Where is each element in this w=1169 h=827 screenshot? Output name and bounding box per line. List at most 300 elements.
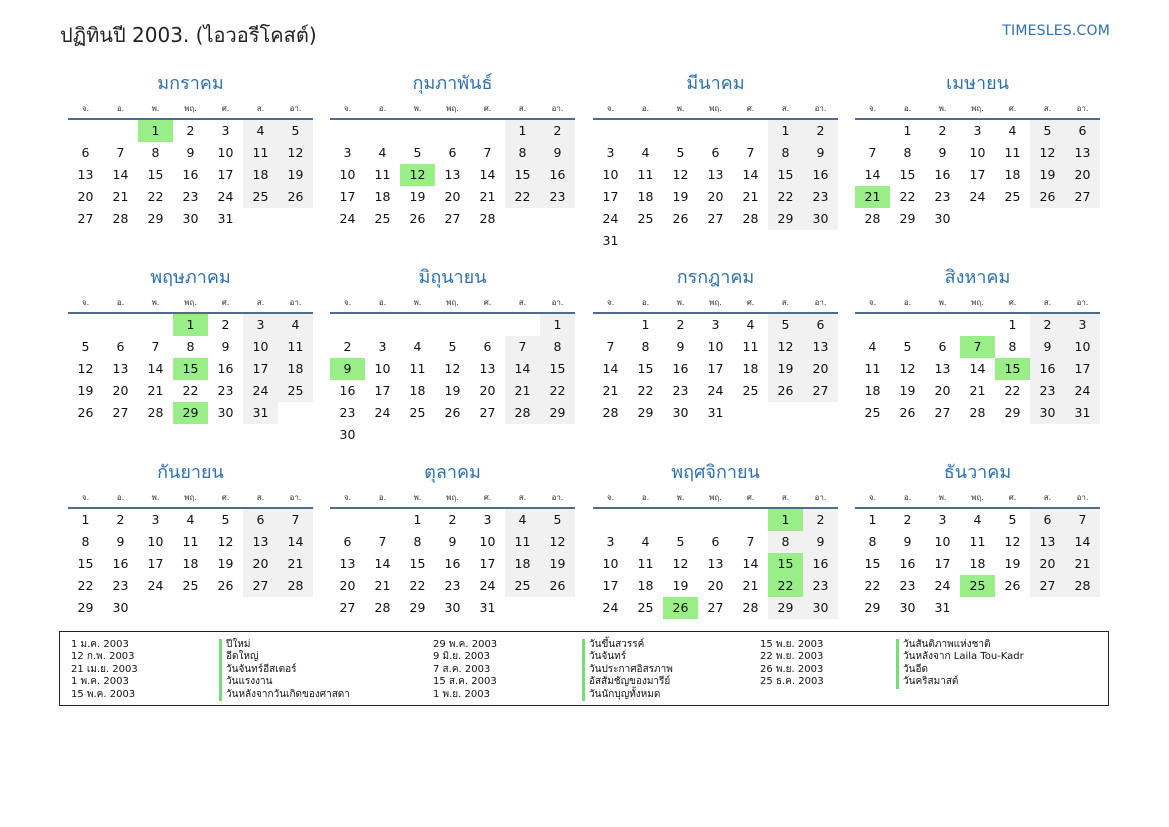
day-cell[interactable]: 26 xyxy=(77,405,94,420)
day-cell[interactable]: 16 xyxy=(540,164,575,186)
day-cell[interactable]: 9 xyxy=(938,145,947,160)
day-cell[interactable]: 27 xyxy=(479,405,496,420)
day-cell[interactable]: 26 xyxy=(444,405,461,420)
day-cell[interactable]: 19 xyxy=(768,358,803,380)
day-cell[interactable]: 12 xyxy=(672,556,689,571)
day-cell[interactable]: 17 xyxy=(243,358,278,380)
day-cell[interactable]: 12 xyxy=(444,361,461,376)
day-cell[interactable]: 13 xyxy=(934,361,951,376)
day-cell[interactable]: 9 xyxy=(186,145,195,160)
day-cell[interactable]: 13 xyxy=(77,167,94,182)
day-cell[interactable]: 24 xyxy=(479,578,496,593)
day-cell[interactable]: 24 xyxy=(602,211,619,226)
day-cell[interactable]: 22 xyxy=(77,578,94,593)
day-cell[interactable]: 10 xyxy=(374,361,391,376)
day-cell[interactable]: 7 xyxy=(151,339,160,354)
day-cell[interactable]: 15 xyxy=(864,556,881,571)
day-cell[interactable]: 11 xyxy=(374,167,391,182)
day-cell[interactable]: 30 xyxy=(803,597,838,619)
day-cell[interactable]: 11 xyxy=(1004,145,1021,160)
day-cell[interactable]: 6 xyxy=(448,145,457,160)
day-cell[interactable]: 27 xyxy=(803,380,838,402)
day-cell[interactable]: 14 xyxy=(1065,531,1100,553)
day-cell[interactable]: 14 xyxy=(505,358,540,380)
day-cell[interactable]: 3 xyxy=(221,123,230,138)
day-cell[interactable]: 29 xyxy=(1004,405,1021,420)
day-cell[interactable]: 6 xyxy=(803,314,838,336)
day-cell[interactable]: 11 xyxy=(243,142,278,164)
day-cell[interactable]: 8 xyxy=(868,534,877,549)
day-cell[interactable]: 13 xyxy=(479,361,496,376)
day-cell[interactable]: 18 xyxy=(864,383,881,398)
day-cell[interactable]: 8 xyxy=(505,142,540,164)
day-cell[interactable]: 31 xyxy=(243,402,278,424)
day-cell[interactable]: 17 xyxy=(602,189,619,204)
day-cell[interactable]: 19 xyxy=(409,189,426,204)
day-cell[interactable]: 7 xyxy=(483,145,492,160)
day-cell[interactable]: 17 xyxy=(969,167,986,182)
day-cell[interactable]: 21 xyxy=(742,578,759,593)
day-cell[interactable]: 26 xyxy=(1030,186,1065,208)
day-cell[interactable]: 10 xyxy=(602,556,619,571)
day-cell[interactable]: 4 xyxy=(641,534,650,549)
day-cell[interactable]: 30 xyxy=(182,211,199,226)
day-cell[interactable]: 20 xyxy=(707,578,724,593)
day-cell[interactable]: 4 xyxy=(243,120,278,142)
day-cell[interactable]: 30 xyxy=(112,600,129,615)
day-cell[interactable]: 19 xyxy=(672,578,689,593)
day-cell[interactable]: 9 xyxy=(803,142,838,164)
day-cell[interactable]: 8 xyxy=(540,336,575,358)
day-cell[interactable]: 20 xyxy=(707,189,724,204)
day-cell[interactable]: 23 xyxy=(803,575,838,597)
day-cell[interactable]: 7 xyxy=(1065,509,1100,531)
day-cell[interactable]: 6 xyxy=(711,534,720,549)
day-cell[interactable]: 26 xyxy=(899,405,916,420)
day-cell[interactable]: 24 xyxy=(147,578,164,593)
day-cell[interactable]: 15 xyxy=(540,358,575,380)
day-cell[interactable]: 8 xyxy=(1008,339,1017,354)
day-cell[interactable]: 15 xyxy=(147,167,164,182)
day-cell[interactable]: 26 xyxy=(663,597,698,619)
day-cell[interactable]: 9 xyxy=(116,534,125,549)
day-cell[interactable]: 1 xyxy=(173,314,208,336)
day-cell[interactable]: 9 xyxy=(448,534,457,549)
day-cell[interactable]: 16 xyxy=(672,361,689,376)
day-cell[interactable]: 4 xyxy=(641,145,650,160)
day-cell[interactable]: 14 xyxy=(112,167,129,182)
day-cell[interactable]: 18 xyxy=(409,383,426,398)
day-cell[interactable]: 27 xyxy=(112,405,129,420)
day-cell[interactable]: 7 xyxy=(868,145,877,160)
day-cell[interactable]: 11 xyxy=(742,339,759,354)
day-cell[interactable]: 21 xyxy=(742,189,759,204)
day-cell[interactable]: 29 xyxy=(147,211,164,226)
day-cell[interactable]: 29 xyxy=(768,208,803,230)
day-cell[interactable]: 26 xyxy=(672,211,689,226)
day-cell[interactable]: 24 xyxy=(1065,380,1100,402)
day-cell[interactable]: 10 xyxy=(602,167,619,182)
day-cell[interactable]: 14 xyxy=(742,167,759,182)
day-cell[interactable]: 19 xyxy=(1004,556,1021,571)
day-cell[interactable]: 29 xyxy=(173,402,208,424)
day-cell[interactable]: 28 xyxy=(112,211,129,226)
day-cell[interactable]: 10 xyxy=(934,534,951,549)
day-cell[interactable]: 26 xyxy=(1004,578,1021,593)
day-cell[interactable]: 25 xyxy=(637,600,654,615)
day-cell[interactable]: 13 xyxy=(243,531,278,553)
day-cell[interactable]: 1 xyxy=(138,120,173,142)
day-cell[interactable]: 13 xyxy=(707,556,724,571)
day-cell[interactable]: 21 xyxy=(969,383,986,398)
brand-link[interactable]: TIMESLES.COM xyxy=(1002,23,1110,39)
day-cell[interactable]: 30 xyxy=(672,405,689,420)
day-cell[interactable]: 18 xyxy=(637,578,654,593)
day-cell[interactable]: 26 xyxy=(409,211,426,226)
day-cell[interactable]: 12 xyxy=(77,361,94,376)
day-cell[interactable]: 16 xyxy=(444,556,461,571)
day-cell[interactable]: 25 xyxy=(742,383,759,398)
day-cell[interactable]: 30 xyxy=(899,600,916,615)
day-cell[interactable]: 25 xyxy=(243,186,278,208)
day-cell[interactable]: 27 xyxy=(1030,575,1065,597)
day-cell[interactable]: 20 xyxy=(112,383,129,398)
day-cell[interactable]: 11 xyxy=(278,336,313,358)
day-cell[interactable]: 1 xyxy=(868,512,877,527)
day-cell[interactable]: 10 xyxy=(707,339,724,354)
day-cell[interactable]: 14 xyxy=(969,361,986,376)
day-cell[interactable]: 9 xyxy=(803,531,838,553)
day-cell[interactable]: 2 xyxy=(448,512,457,527)
day-cell[interactable]: 15 xyxy=(768,553,803,575)
day-cell[interactable]: 16 xyxy=(217,361,234,376)
day-cell[interactable]: 12 xyxy=(1030,142,1065,164)
day-cell[interactable]: 28 xyxy=(742,211,759,226)
day-cell[interactable]: 6 xyxy=(938,339,947,354)
day-cell[interactable]: 21 xyxy=(147,383,164,398)
day-cell[interactable]: 4 xyxy=(413,339,422,354)
day-cell[interactable]: 29 xyxy=(637,405,654,420)
day-cell[interactable]: 7 xyxy=(746,145,755,160)
day-cell[interactable]: 7 xyxy=(746,534,755,549)
day-cell[interactable]: 5 xyxy=(540,509,575,531)
day-cell[interactable]: 12 xyxy=(672,167,689,182)
day-cell[interactable]: 17 xyxy=(602,578,619,593)
day-cell[interactable]: 9 xyxy=(221,339,230,354)
day-cell[interactable]: 19 xyxy=(217,556,234,571)
day-cell[interactable]: 31 xyxy=(934,600,951,615)
day-cell[interactable]: 2 xyxy=(343,339,352,354)
day-cell[interactable]: 3 xyxy=(606,145,615,160)
day-cell[interactable]: 29 xyxy=(899,211,916,226)
day-cell[interactable]: 22 xyxy=(899,189,916,204)
day-cell[interactable]: 8 xyxy=(903,145,912,160)
day-cell[interactable]: 17 xyxy=(339,189,356,204)
day-cell[interactable]: 5 xyxy=(278,120,313,142)
day-cell[interactable]: 25 xyxy=(505,575,540,597)
day-cell[interactable]: 30 xyxy=(339,427,356,442)
day-cell[interactable]: 1 xyxy=(768,120,803,142)
day-cell[interactable]: 1 xyxy=(1008,317,1017,332)
day-cell[interactable]: 28 xyxy=(505,402,540,424)
day-cell[interactable]: 16 xyxy=(1030,358,1065,380)
day-cell[interactable]: 15 xyxy=(173,358,208,380)
day-cell[interactable]: 14 xyxy=(374,556,391,571)
day-cell[interactable]: 8 xyxy=(81,534,90,549)
day-cell[interactable]: 15 xyxy=(77,556,94,571)
day-cell[interactable]: 12 xyxy=(899,361,916,376)
day-cell[interactable]: 21 xyxy=(602,383,619,398)
day-cell[interactable]: 5 xyxy=(1030,120,1065,142)
day-cell[interactable]: 6 xyxy=(81,145,90,160)
day-cell[interactable]: 30 xyxy=(217,405,234,420)
day-cell[interactable]: 21 xyxy=(479,189,496,204)
day-cell[interactable]: 4 xyxy=(746,317,755,332)
day-cell[interactable]: 5 xyxy=(413,145,422,160)
day-cell[interactable]: 3 xyxy=(378,339,387,354)
day-cell[interactable]: 14 xyxy=(602,361,619,376)
day-cell[interactable]: 12 xyxy=(540,531,575,553)
day-cell[interactable]: 23 xyxy=(339,405,356,420)
day-cell[interactable]: 25 xyxy=(182,578,199,593)
day-cell[interactable]: 23 xyxy=(803,186,838,208)
day-cell[interactable]: 11 xyxy=(969,534,986,549)
day-cell[interactable]: 13 xyxy=(707,167,724,182)
day-cell[interactable]: 5 xyxy=(221,512,230,527)
day-cell[interactable]: 28 xyxy=(742,600,759,615)
day-cell[interactable]: 18 xyxy=(182,556,199,571)
day-cell[interactable]: 18 xyxy=(742,361,759,376)
day-cell[interactable]: 24 xyxy=(217,189,234,204)
day-cell[interactable]: 6 xyxy=(1030,509,1065,531)
day-cell[interactable]: 15 xyxy=(505,164,540,186)
day-cell[interactable]: 18 xyxy=(243,164,278,186)
day-cell[interactable]: 17 xyxy=(479,556,496,571)
day-cell[interactable]: 28 xyxy=(1065,575,1100,597)
day-cell[interactable]: 16 xyxy=(112,556,129,571)
day-cell[interactable]: 15 xyxy=(637,361,654,376)
day-cell[interactable]: 11 xyxy=(637,167,654,182)
day-cell[interactable]: 5 xyxy=(903,339,912,354)
day-cell[interactable]: 31 xyxy=(602,233,619,248)
day-cell[interactable]: 1 xyxy=(641,317,650,332)
day-cell[interactable]: 27 xyxy=(934,405,951,420)
day-cell[interactable]: 3 xyxy=(938,512,947,527)
day-cell[interactable]: 19 xyxy=(77,383,94,398)
day-cell[interactable]: 2 xyxy=(540,120,575,142)
day-cell[interactable]: 3 xyxy=(973,123,982,138)
day-cell[interactable]: 20 xyxy=(77,189,94,204)
day-cell[interactable]: 2 xyxy=(1030,314,1065,336)
day-cell[interactable]: 4 xyxy=(1008,123,1017,138)
day-cell[interactable]: 28 xyxy=(969,405,986,420)
day-cell[interactable]: 4 xyxy=(186,512,195,527)
day-cell[interactable]: 19 xyxy=(278,164,313,186)
day-cell[interactable]: 27 xyxy=(243,575,278,597)
day-cell[interactable]: 16 xyxy=(182,167,199,182)
day-cell[interactable]: 21 xyxy=(855,186,890,208)
day-cell[interactable]: 1 xyxy=(540,314,575,336)
day-cell[interactable]: 6 xyxy=(483,339,492,354)
day-cell[interactable]: 3 xyxy=(711,317,720,332)
day-cell[interactable]: 22 xyxy=(540,380,575,402)
day-cell[interactable]: 2 xyxy=(186,123,195,138)
day-cell[interactable]: 28 xyxy=(479,211,496,226)
day-cell[interactable]: 18 xyxy=(278,358,313,380)
day-cell[interactable]: 19 xyxy=(540,553,575,575)
day-cell[interactable]: 16 xyxy=(339,383,356,398)
day-cell[interactable]: 15 xyxy=(409,556,426,571)
day-cell[interactable]: 14 xyxy=(278,531,313,553)
day-cell[interactable]: 2 xyxy=(116,512,125,527)
day-cell[interactable]: 3 xyxy=(243,314,278,336)
day-cell[interactable]: 14 xyxy=(479,167,496,182)
day-cell[interactable]: 2 xyxy=(221,317,230,332)
day-cell[interactable]: 1 xyxy=(768,509,803,531)
day-cell[interactable]: 8 xyxy=(768,142,803,164)
day-cell[interactable]: 22 xyxy=(864,578,881,593)
day-cell[interactable]: 6 xyxy=(243,509,278,531)
day-cell[interactable]: 4 xyxy=(505,509,540,531)
day-cell[interactable]: 27 xyxy=(77,211,94,226)
day-cell[interactable]: 20 xyxy=(934,383,951,398)
day-cell[interactable]: 22 xyxy=(1004,383,1021,398)
day-cell[interactable]: 27 xyxy=(707,600,724,615)
day-cell[interactable]: 8 xyxy=(641,339,650,354)
day-cell[interactable]: 20 xyxy=(1065,164,1100,186)
day-cell[interactable]: 10 xyxy=(479,534,496,549)
day-cell[interactable]: 31 xyxy=(707,405,724,420)
day-cell[interactable]: 29 xyxy=(77,600,94,615)
day-cell[interactable]: 29 xyxy=(864,600,881,615)
day-cell[interactable]: 19 xyxy=(1030,164,1065,186)
day-cell[interactable]: 18 xyxy=(374,189,391,204)
day-cell[interactable]: 10 xyxy=(339,167,356,182)
day-cell[interactable]: 13 xyxy=(112,361,129,376)
day-cell[interactable]: 5 xyxy=(1008,512,1017,527)
day-cell[interactable]: 9 xyxy=(1030,336,1065,358)
day-cell[interactable]: 12 xyxy=(278,142,313,164)
day-cell[interactable]: 17 xyxy=(1065,358,1100,380)
day-cell[interactable]: 13 xyxy=(1065,142,1100,164)
day-cell[interactable]: 14 xyxy=(864,167,881,182)
day-cell[interactable]: 20 xyxy=(479,383,496,398)
day-cell[interactable]: 22 xyxy=(409,578,426,593)
day-cell[interactable]: 24 xyxy=(339,211,356,226)
day-cell[interactable]: 26 xyxy=(540,575,575,597)
day-cell[interactable]: 9 xyxy=(540,142,575,164)
day-cell[interactable]: 6 xyxy=(343,534,352,549)
day-cell[interactable]: 25 xyxy=(637,211,654,226)
day-cell[interactable]: 10 xyxy=(243,336,278,358)
day-cell[interactable]: 31 xyxy=(217,211,234,226)
day-cell[interactable]: 9 xyxy=(676,339,685,354)
day-cell[interactable]: 21 xyxy=(505,380,540,402)
day-cell[interactable]: 3 xyxy=(483,512,492,527)
day-cell[interactable]: 25 xyxy=(409,405,426,420)
day-cell[interactable]: 23 xyxy=(540,186,575,208)
day-cell[interactable]: 2 xyxy=(676,317,685,332)
day-cell[interactable]: 20 xyxy=(339,578,356,593)
day-cell[interactable]: 12 xyxy=(217,534,234,549)
day-cell[interactable]: 19 xyxy=(672,189,689,204)
day-cell[interactable]: 11 xyxy=(864,361,881,376)
day-cell[interactable]: 9 xyxy=(330,358,365,380)
day-cell[interactable]: 1 xyxy=(903,123,912,138)
day-cell[interactable]: 10 xyxy=(217,145,234,160)
day-cell[interactable]: 23 xyxy=(217,383,234,398)
day-cell[interactable]: 27 xyxy=(444,211,461,226)
day-cell[interactable]: 24 xyxy=(969,189,986,204)
day-cell[interactable]: 22 xyxy=(182,383,199,398)
day-cell[interactable]: 20 xyxy=(803,358,838,380)
day-cell[interactable]: 31 xyxy=(479,600,496,615)
day-cell[interactable]: 14 xyxy=(742,556,759,571)
day-cell[interactable]: 3 xyxy=(343,145,352,160)
day-cell[interactable]: 30 xyxy=(1030,402,1065,424)
day-cell[interactable]: 27 xyxy=(339,600,356,615)
day-cell[interactable]: 25 xyxy=(374,211,391,226)
day-cell[interactable]: 27 xyxy=(707,211,724,226)
day-cell[interactable]: 20 xyxy=(243,553,278,575)
day-cell[interactable]: 30 xyxy=(444,600,461,615)
day-cell[interactable]: 17 xyxy=(217,167,234,182)
day-cell[interactable]: 19 xyxy=(444,383,461,398)
day-cell[interactable]: 8 xyxy=(151,145,160,160)
day-cell[interactable]: 13 xyxy=(1030,531,1065,553)
day-cell[interactable]: 6 xyxy=(1065,120,1100,142)
day-cell[interactable]: 28 xyxy=(864,211,881,226)
day-cell[interactable]: 23 xyxy=(112,578,129,593)
day-cell[interactable]: 19 xyxy=(899,383,916,398)
day-cell[interactable]: 10 xyxy=(1065,336,1100,358)
day-cell[interactable]: 23 xyxy=(1030,380,1065,402)
day-cell[interactable]: 28 xyxy=(278,575,313,597)
day-cell[interactable]: 16 xyxy=(899,556,916,571)
day-cell[interactable]: 24 xyxy=(374,405,391,420)
day-cell[interactable]: 8 xyxy=(768,531,803,553)
day-cell[interactable]: 13 xyxy=(339,556,356,571)
day-cell[interactable]: 25 xyxy=(1004,189,1021,204)
day-cell[interactable]: 20 xyxy=(1030,553,1065,575)
day-cell[interactable]: 13 xyxy=(444,167,461,182)
day-cell[interactable]: 25 xyxy=(278,380,313,402)
day-cell[interactable]: 26 xyxy=(278,186,313,208)
day-cell[interactable]: 4 xyxy=(378,145,387,160)
day-cell[interactable]: 5 xyxy=(448,339,457,354)
day-cell[interactable]: 28 xyxy=(602,405,619,420)
day-cell[interactable]: 29 xyxy=(768,597,803,619)
day-cell[interactable]: 7 xyxy=(278,509,313,531)
day-cell[interactable]: 16 xyxy=(934,167,951,182)
day-cell[interactable]: 29 xyxy=(540,402,575,424)
day-cell[interactable]: 1 xyxy=(505,120,540,142)
day-cell[interactable]: 28 xyxy=(374,600,391,615)
day-cell[interactable]: 29 xyxy=(409,600,426,615)
day-cell[interactable]: 14 xyxy=(147,361,164,376)
day-cell[interactable]: 7 xyxy=(116,145,125,160)
day-cell[interactable]: 15 xyxy=(899,167,916,182)
day-cell[interactable]: 31 xyxy=(1065,402,1100,424)
day-cell[interactable]: 10 xyxy=(147,534,164,549)
day-cell[interactable]: 16 xyxy=(803,553,838,575)
day-cell[interactable]: 2 xyxy=(803,120,838,142)
day-cell[interactable]: 24 xyxy=(934,578,951,593)
day-cell[interactable]: 18 xyxy=(969,556,986,571)
day-cell[interactable]: 5 xyxy=(768,314,803,336)
day-cell[interactable]: 7 xyxy=(378,534,387,549)
day-cell[interactable]: 22 xyxy=(505,186,540,208)
